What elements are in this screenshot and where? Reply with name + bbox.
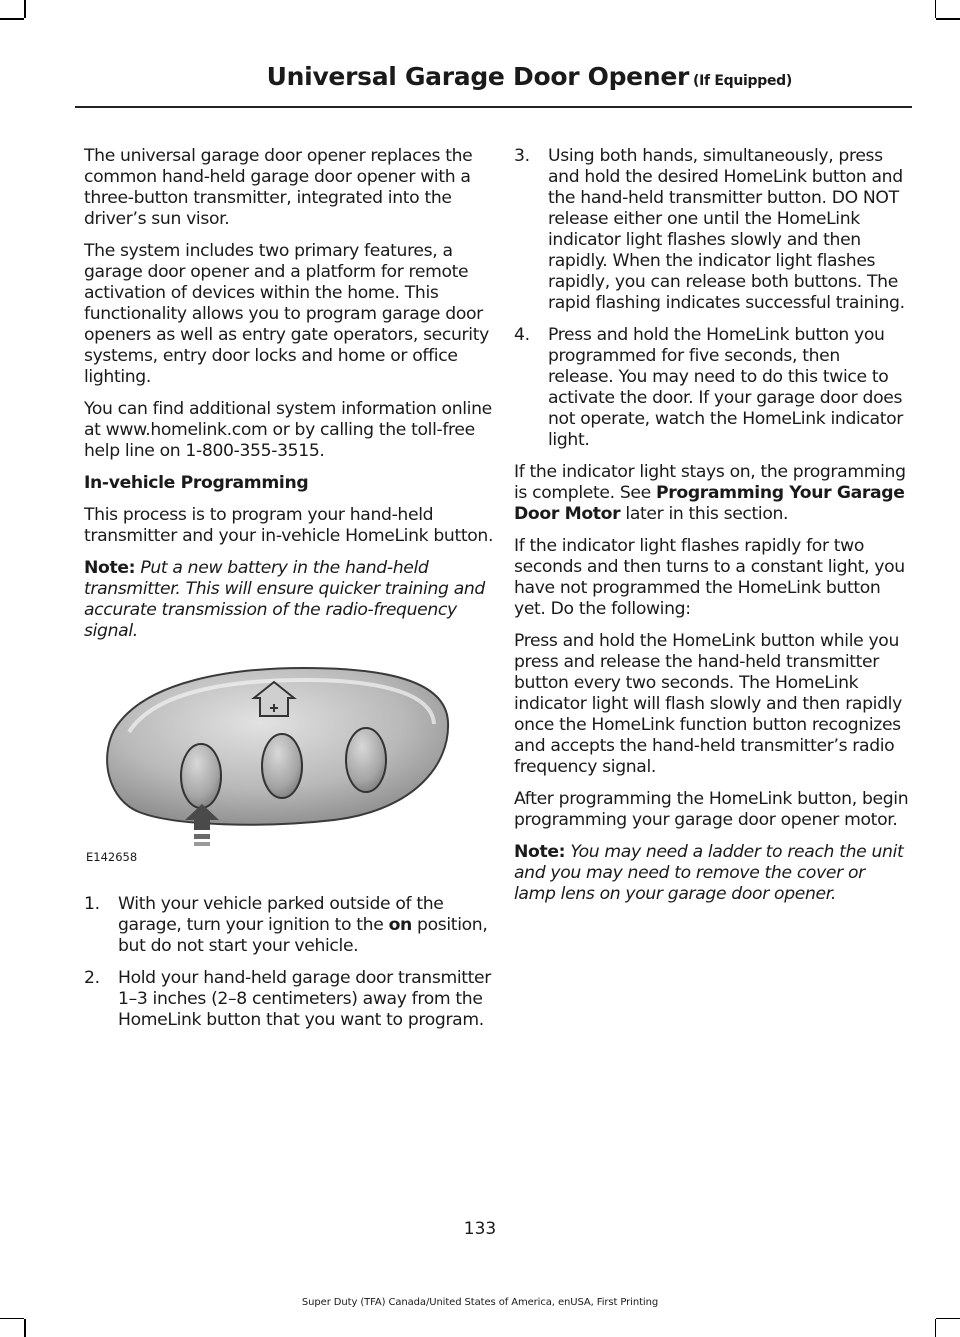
steps-list-right: [514, 146, 910, 451]
step-text: Using both hands, simultaneously, press and hold the desired HomeLink button and the hand-held transmitter button. DO NOT release either one until the HomeLink indicator light flashes slowly and then rapidly. When the indicator light flashes rapidly, you can release both buttons. The rapid flashing indicates successful training.: [548, 146, 905, 313]
list-item: [84, 968, 504, 1031]
flash-paragraph: If the indicator light flashes rapidly for two seconds and then turns to a constant light, you have not programmed the HomeLink button yet. Do the following:: [514, 536, 905, 619]
note-text: Put a new battery in the hand-held transmitter. This will ensure quicker training and accurate transmission of the radio-frequency signal.: [84, 558, 485, 641]
crop-mark: [0, 1318, 24, 1320]
step-text: Hold your hand-held garage door transmitter 1–3 inches (2–8 centimeters) away from the HomeLink button that you want to program.: [118, 968, 491, 1030]
crop-mark: [24, 0, 26, 18]
homelink-figure: [84, 660, 504, 874]
intro-paragraph: The universal garage door opener replaces the common hand-held garage door opener with a three-button transmitter, integrated into the driver’s sun visor.: [84, 146, 473, 229]
crop-mark: [936, 18, 960, 20]
header-rule: [75, 106, 912, 108]
note-paragraph: [84, 558, 504, 642]
process-paragraph: This process is to program your hand-held transmitter and your in-vehicle HomeLink button.: [84, 505, 494, 546]
homelink-transmitter-illustration: [84, 660, 504, 874]
info-paragraph: You can find additional system information online at www.homelink.com or by calling the toll-free help line on 1-800-355-3515.: [84, 399, 492, 461]
procedure-paragraph: Press and hold the HomeLink button while you press and release the hand-held transmitter button every two seconds. The HomeLink indicator light will flash slowly and then rapidly once the HomeLink function button recognizes and accepts the hand-held transmitter’s radio frequency signal.: [514, 631, 902, 777]
list-item: [514, 325, 910, 451]
after-paragraph: After programming the HomeLink button, begin programming your garage door opener motor.: [514, 789, 909, 830]
step-number: 4.: [514, 325, 530, 345]
list-item: [84, 894, 504, 957]
features-paragraph: The system includes two primary features, a garage door opener and a platform for remote activation of devices within the home. This functionality allows you to program garage door openers as well as entry gate operators, security systems, entry door locks and home or office lighting.: [84, 241, 489, 387]
step-bold-text: on: [388, 915, 412, 935]
step-text: With your vehicle parked outside of the garage, turn your ignition to the: [118, 894, 444, 935]
page-title: [267, 62, 792, 91]
crop-mark: [935, 1319, 937, 1337]
homelink-button-3: [346, 728, 386, 792]
indicator-text: If the indicator light stays on, the programming is complete. See: [514, 462, 906, 503]
homelink-button-1: [181, 744, 221, 808]
step-text: Press and hold the HomeLink button you programmed for five seconds, then release. You may need to do this twice to activate the door. If your garage door does not operate, watch the HomeLink indicator light.: [548, 325, 903, 450]
indicator-text-after: later in this section.: [625, 504, 789, 524]
step-number: 3.: [514, 146, 530, 166]
page-title-sub: (If Equipped): [693, 73, 792, 89]
step-number: 1.: [84, 894, 100, 914]
left-column: [84, 146, 504, 1042]
section-heading: In-vehicle Programming: [84, 473, 309, 493]
note-paragraph: [514, 842, 910, 905]
crop-mark: [24, 1319, 26, 1337]
indicator-paragraph: [514, 462, 910, 525]
steps-list-left: [84, 894, 504, 1031]
note-label: Note:: [514, 842, 566, 862]
step-text: position, but do not start your vehicle.: [118, 915, 488, 956]
step-number: 2.: [84, 968, 100, 988]
footer-line: Super Duty (TFA) Canada/United States of America, enUSA, First Printing: [301, 1297, 659, 1308]
crop-mark: [935, 0, 937, 18]
crop-mark: [936, 1318, 960, 1320]
page-number: 133: [463, 1219, 497, 1239]
cross-reference: Programming Your Garage Door Motor: [514, 483, 905, 524]
right-column: [514, 146, 910, 916]
homelink-button-2: [262, 734, 302, 798]
page-title-main: Universal Garage Door Opener: [266, 62, 690, 91]
crop-mark: [0, 18, 24, 20]
note-text: You may need a ladder to reach the unit and you may need to remove the cover or lamp lens on your garage door opener.: [514, 842, 904, 904]
figure-code: E142658: [86, 850, 138, 864]
note-label: Note:: [84, 558, 136, 578]
list-item: [514, 146, 910, 314]
